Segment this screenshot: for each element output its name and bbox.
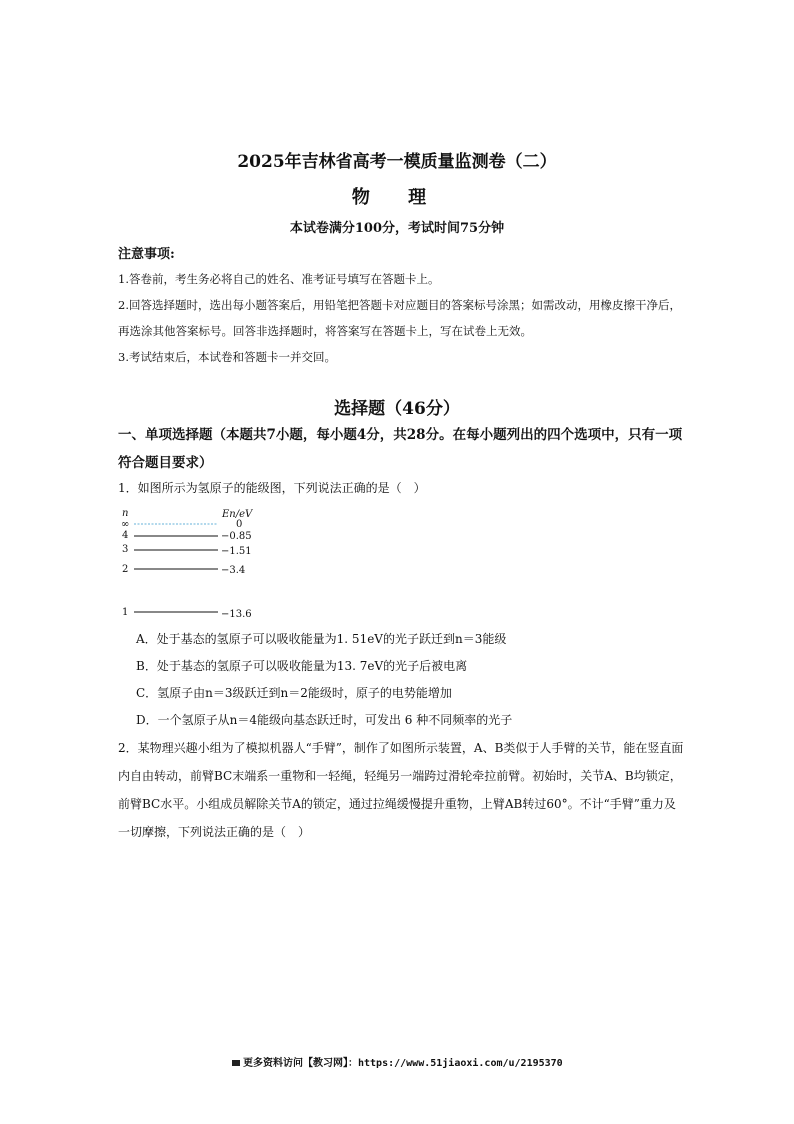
n-axis-label: n — [122, 508, 129, 519]
level-e-2: −3.4 — [221, 565, 246, 576]
level-n-3: 3 — [122, 544, 129, 555]
level-n-2: 2 — [122, 564, 129, 575]
level-e-1: −13.6 — [221, 609, 252, 620]
level-n-inf: ∞ — [121, 519, 130, 530]
energy-level-diagram — [118, 505, 278, 625]
exam-title: 2025年吉林省高考一模质量监测卷（二） — [237, 152, 557, 172]
note-item: 2.回答选择题时，选出每小题答案后，用铅笔把答题卡对应题目的答案标号涂黑；如需改动，用橡皮擦干净后，再选涂其他答案标号。回答非选择题时，将答案写在答题卡上，写在试卷上无效。 — [118, 298, 681, 338]
question-1-option-c: C．氢原子由n＝3级跃迁到n＝2能级时，原子的电势能增加 — [136, 686, 452, 700]
energy-axis-label: En/eV — [222, 509, 253, 520]
footer-link[interactable] — [232, 1054, 563, 1069]
notes-heading: 注意事项: — [118, 247, 175, 262]
question-1-option-d: D．一个氢原子从n＝4能级向基态跃迁时，可发出 6 种不同频率的光子 — [136, 713, 513, 727]
flag-icon — [232, 1060, 240, 1066]
level-n-1: 1 — [122, 607, 129, 618]
question-1-option-b: B．处于基态的氢原子可以吸收能量为13. 7eV的光子后被电离 — [136, 659, 468, 673]
subject-title: 物 理 — [351, 187, 443, 208]
section-title: 选择题（46分） — [334, 399, 460, 419]
question-1-stem: 1．如图所示为氢原子的能级图，下列说法正确的是（ ） — [118, 481, 426, 495]
level-e-inf: 0 — [236, 519, 243, 530]
exam-info: 本试卷满分100分，考试时间75分钟 — [289, 221, 505, 236]
footer-text: 更多资料访问【教习网】：https://www.51jiaoxi.com/u/2195370 — [243, 1058, 563, 1069]
level-e-3: −1.51 — [221, 546, 252, 557]
note-item: 1.答卷前，考生务必将自己的姓名、准考证号填写在答题卡上。 — [118, 272, 440, 286]
note-item: 3.考试结束后，本试卷和答题卡一并交回。 — [118, 350, 336, 364]
question-2-stem: 2．某物理兴趣小组为了模拟机器人“手臂”，制作了如图所示装置，A、B类似于人手臂的关节，能在竖直面内自由转动，前臂BC末端系一重物和一轻绳，轻绳另一端跨过滑轮牵拉前臂。初始时，关节A、B均锁定，前臂BC水平。小组成员解除关节A的锁定，通过拉绳缓慢提升重物，上臂AB转过60°。不计“手臂”重力及一切摩擦，下列说法正确的是（ ） — [118, 741, 684, 839]
question-1-option-a: A．处于基态的氢原子可以吸收能量为1. 51eV的光子跃迁到n＝3能级 — [136, 632, 507, 646]
level-n-4: 4 — [122, 530, 129, 541]
level-e-4: −0.85 — [221, 531, 252, 542]
section-subtitle: 一、单项选择题（本题共7小题，每小题4分，共28分。在每小题列出的四个选项中，只有一项符合题目要求） — [118, 427, 683, 471]
